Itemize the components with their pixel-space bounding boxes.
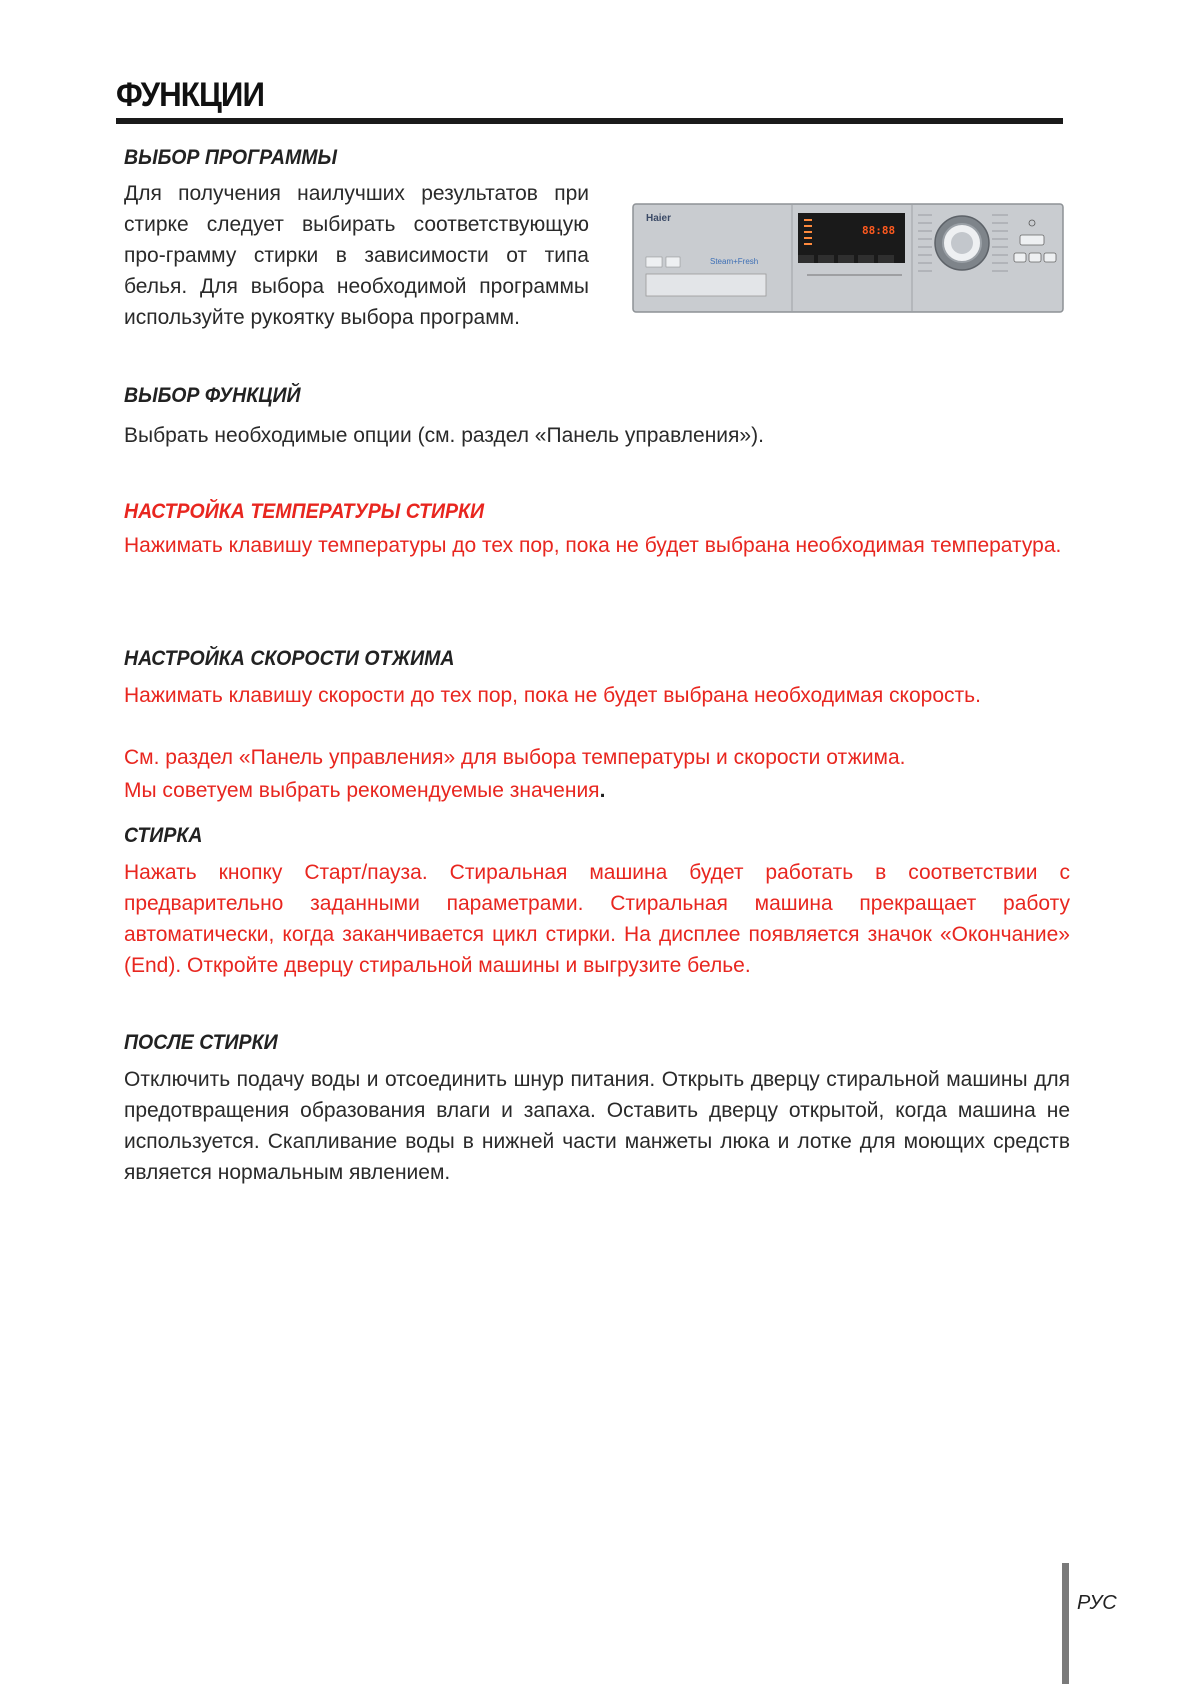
text-after-washing: Отключить подачу воды и отсоединить шнур питания. Открыть дверцу стиральной машины для предотвращения образования влаги и запаха. Оставить дверцу открытой, когда машина не используется. Скапливание воды в нижней части манжеты люка и лотке для моющих средств является нормальным явлением. <box>124 1068 1070 1184</box>
note-control-panel: См. раздел «Панель управления» для выбора температуры и скорости отжима. <box>124 746 906 769</box>
language-label: РУС <box>1077 1592 1117 1614</box>
note-recommended-period: . <box>599 779 606 802</box>
text-function-selection: Выбрать необходимые опции (см. раздел «Панель управления»). <box>124 424 764 447</box>
option-button-2 <box>1029 253 1041 262</box>
heading-program-selection: ВЫБОР ПРОГРАММЫ <box>124 146 338 169</box>
heading-wash: СТИРКА <box>124 824 203 847</box>
heading-function-selection: ВЫБОР ФУНКЦИЙ <box>124 384 301 407</box>
page-title: ФУНКЦИИ <box>116 76 265 114</box>
heading-temperature: НАСТРОЙКА ТЕМПЕРАТУРЫ СТИРКИ <box>124 500 485 523</box>
panel-badge-icon <box>646 257 662 267</box>
heading-after-washing: ПОСЛЕ СТИРКИ <box>124 1031 278 1054</box>
text-temperature: Нажимать клавишу температуры до тех пор, пока не будет выбрана необходимая температура. <box>124 534 1062 557</box>
text-program-selection: Для получения наилучших результатов при стирке следует выбирать соответствующую про-грамму стирки в зависимости от типа белья. Для выбора необходимой программы используйте рукоятку выбора программ. <box>124 182 589 329</box>
program-knob-center <box>951 232 973 254</box>
panel-brand-logo: Haier <box>646 213 672 224</box>
panel-display-digits: 88:88 <box>862 224 896 237</box>
panel-badge-icon-2 <box>666 257 680 267</box>
option-button-3 <box>1044 253 1056 262</box>
language-tab-bar <box>1062 1563 1069 1684</box>
control-panel-image <box>632 203 1064 313</box>
panel-buttons-row <box>798 255 894 263</box>
title-divider <box>116 118 1063 124</box>
power-button <box>1020 235 1044 245</box>
text-wash: Нажать кнопку Старт/пауза. Стиральная машина будет работать в соответствии с предварительно заданными параметрами. Стиральная машина прекращает работу автоматически, когда заканчивается цикл стирки. На дисплее появляется значок «Окончание» (End). Откройте дверцу стиральной машины и выгрузите белье. <box>124 861 1070 977</box>
option-button-1 <box>1014 253 1026 262</box>
heading-spin-speed: НАСТРОЙКА СКОРОСТИ ОТЖИМА <box>124 647 455 670</box>
detergent-drawer <box>646 274 766 296</box>
text-spin-speed: Нажимать клавишу скорости до тех пор, пока не будет выбрана необходимая скорость. <box>124 684 981 707</box>
note-recommended <box>124 775 1064 806</box>
note-recommended-text: Мы советуем выбрать рекомендуемые значения <box>124 779 600 802</box>
panel-series-logo: Steam+Fresh <box>710 257 759 266</box>
